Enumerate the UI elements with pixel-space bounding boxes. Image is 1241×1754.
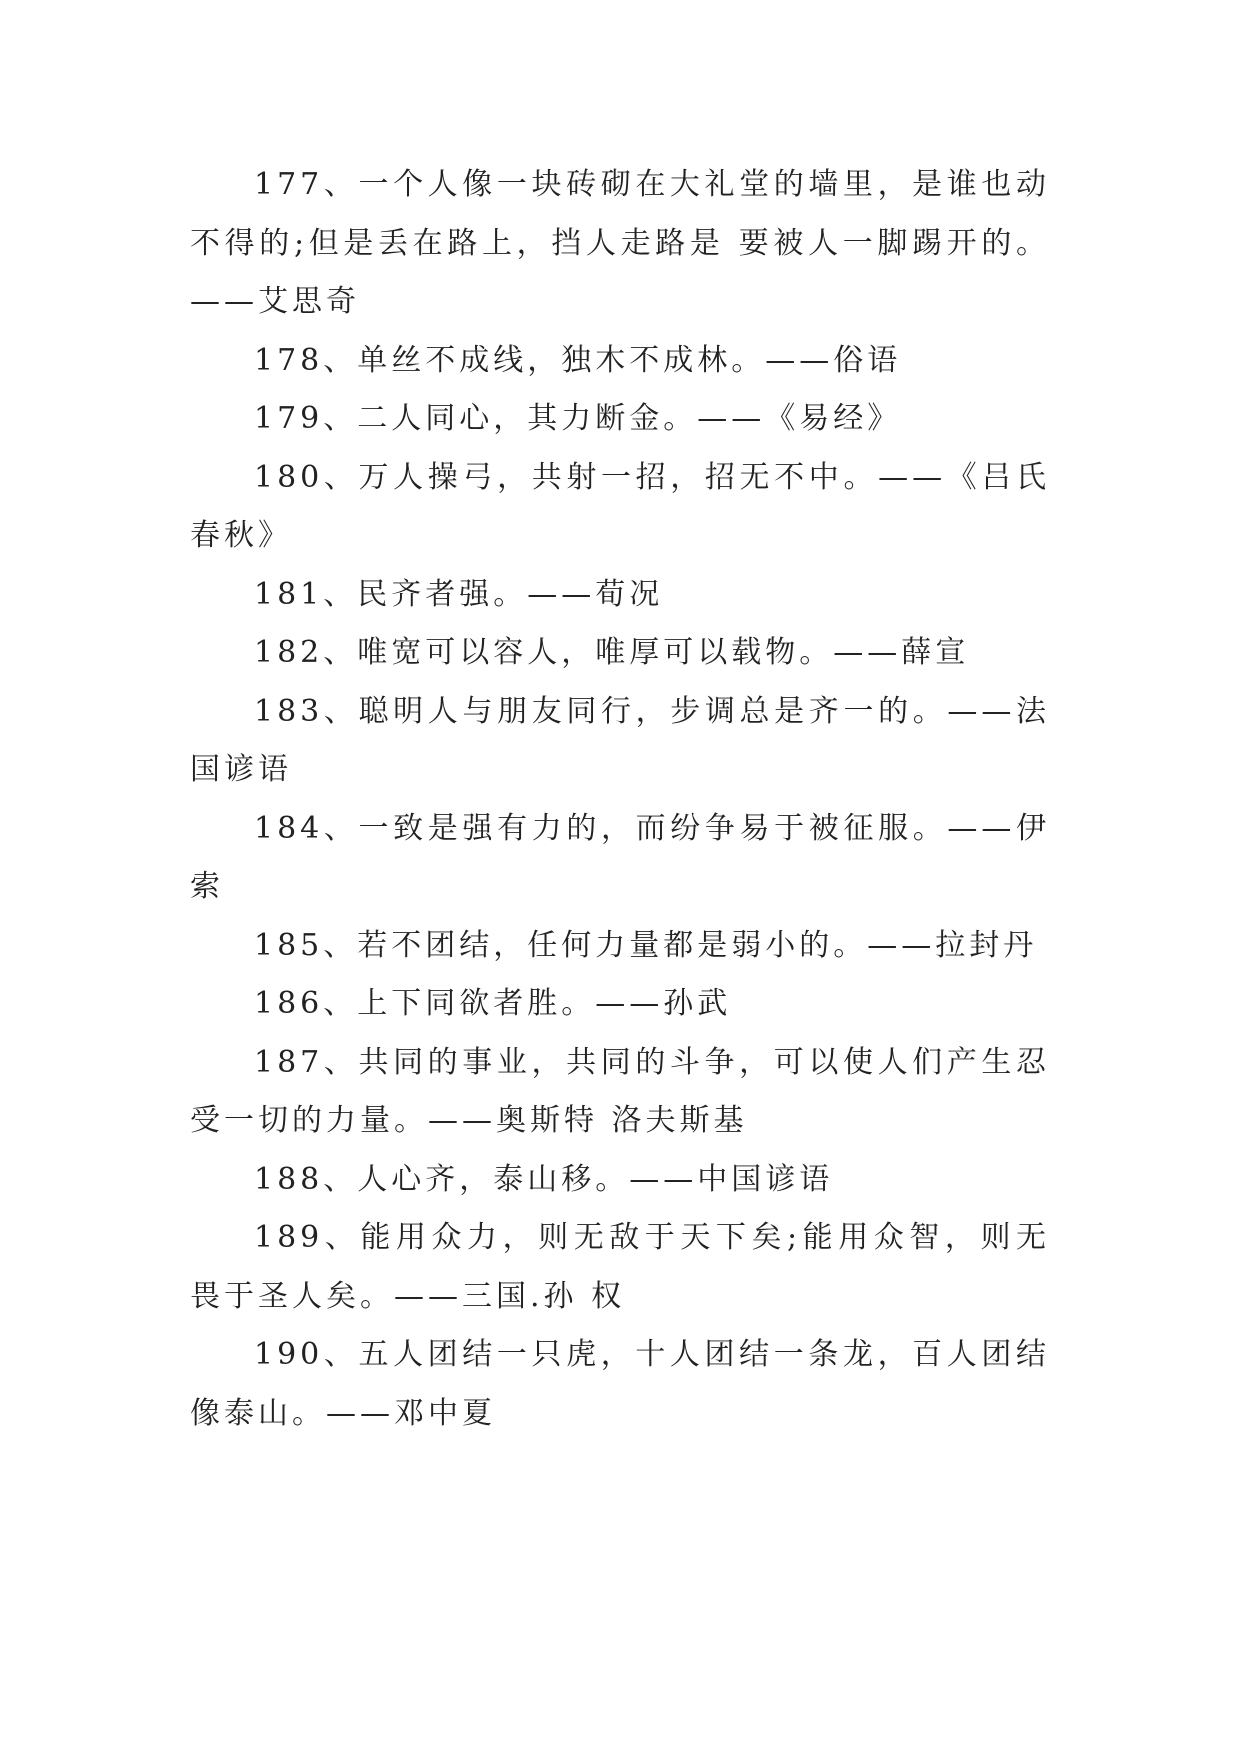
quote-item: 189、能用众力，则无敌于天下矣;能用众智，则无畏于圣人矣。——三国.孙 权 bbox=[190, 1220, 1050, 1314]
quote-item: 180、万人操弓，共射一招，招无不中。——《吕氏春秋》 bbox=[190, 459, 1050, 553]
quote-list bbox=[190, 156, 1050, 1443]
quote-item: 185、若不团结，任何力量都是弱小的。——拉封丹 bbox=[254, 927, 1038, 963]
quote-item: 190、五人团结一只虎，十人团结一条龙，百人团结像泰山。——邓中夏 bbox=[190, 1337, 1050, 1431]
quote-item: 184、一致是强有力的，而纷争易于被征服。——伊索 bbox=[190, 810, 1050, 904]
quote-item: 179、二人同心，其力断金。——《易经》 bbox=[254, 401, 902, 436]
quote-item: 186、上下同欲者胜。——孙武 bbox=[254, 986, 732, 1021]
quote-item: 177、一个人像一块砖砌在大礼堂的墙里，是谁也动不得的;但是丢在路上，挡人走路是 要被人一脚踢开的。——艾思奇 bbox=[190, 167, 1050, 319]
quote-item: 178、单丝不成线，独木不成林。——俗语 bbox=[254, 342, 902, 378]
quote-item: 182、唯宽可以容人，唯厚可以载物。——薛宣 bbox=[254, 635, 970, 670]
quote-item: 183、聪明人与朋友同行，步调总是齐一的。——法国谚语 bbox=[190, 693, 1050, 787]
quote-item: 187、共同的事业，共同的斗争，可以使人们产生忍受一切的力量。——奥斯特 洛夫斯基 bbox=[190, 1044, 1050, 1138]
quote-item: 188、人心齐，泰山移。——中国谚语 bbox=[254, 1161, 834, 1197]
quote-item: 181、民齐者强。——荀况 bbox=[254, 576, 664, 612]
